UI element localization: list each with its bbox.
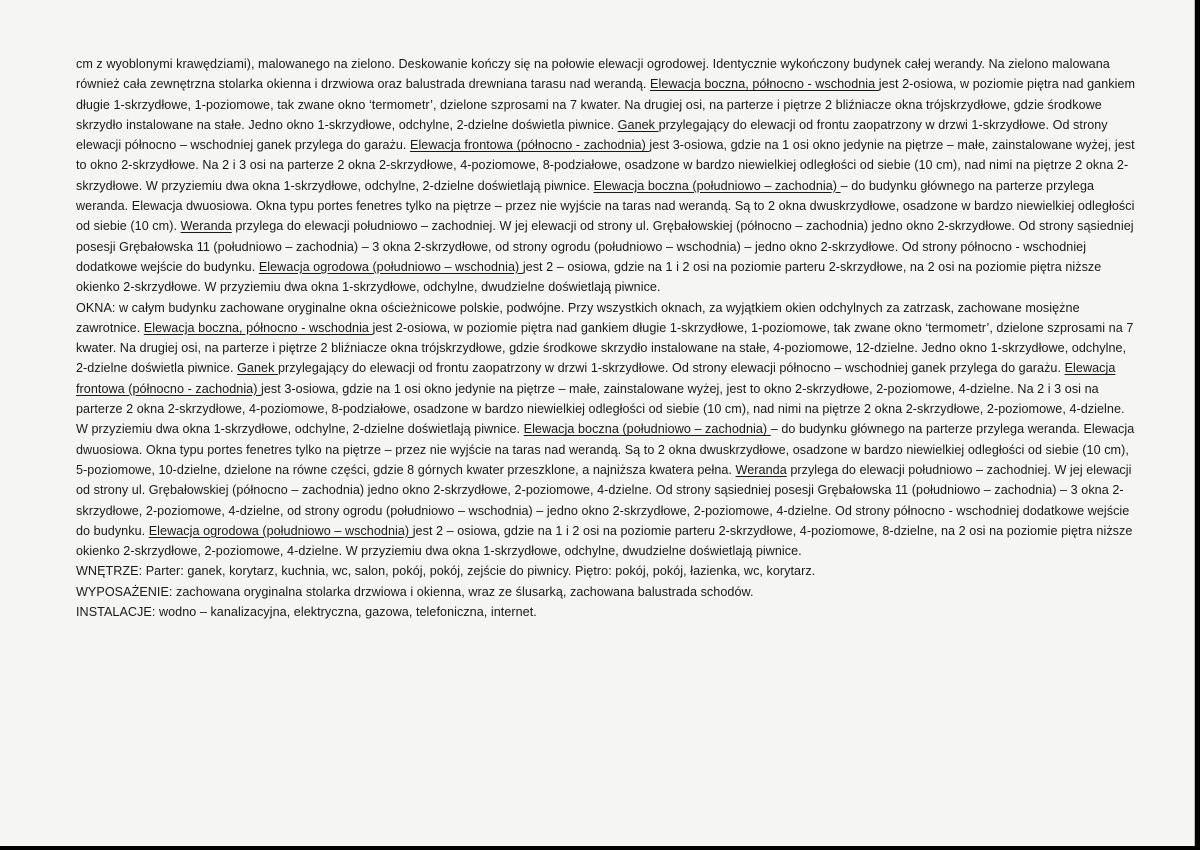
- heading-elevation-southwest: Elewacja boczna (południowo – zachodnia): [593, 178, 841, 193]
- text-run: jest 2-osiowa, w poziomie piętra nad gankiem długie 1-skrzydłowe, 1-poziomowe, tak zwane okno ‘termometr’, dzielone szprosami na 7 kwater. Na drugiej osi, na parterze i piętrze 2 bliźniacze okna trójskrzydłowe, gdzie środkowe skrzydło instalowane na stałe. Jedno okno 1-skrzydłowe, odchylne, 2-dzielne doświetla piwnice.: [76, 77, 1136, 132]
- text-run: przylega do elewacji południowo – zachodniej. W jej elewacji od strony ul. Grębałowskiej (północno – zachodnia) jedno okno 2-skrzydłowe, 2-poziomowe, 4-dzielne. Od strony sąsiedniej posesji Grębałowska 11 (południowo – zachodnia) – 3 okna 2-skrzydłowe, 2-poziomowe, 4-dzielne, od strony ogrodu (południowo – wschodnia) – jedno okno 2-skrzydłowe, 2-poziomowe, 4-dzielne. Od strony północno - wschodniej dodatkowe wejście do budynku.: [76, 462, 1132, 538]
- text-run: cm z wyoblonymi krawędziami), malowanego na zielono. Deskowanie kończy się na połowie elewacji ogrodowej. Identycznie wykończony budynek całej werandy. Na zielono malowana również cała zewnętrzna stolarka okienna i drzwiowa oraz balustrada drewniana tarasu nad werandą.: [76, 57, 1110, 92]
- text-run: jest 3-osiowa, gdzie na 1 osi okno jedynie na piętrze – małe, zainstalowane wyżej, jest to okno 2-skrzydłowe. Na 2 i 3 osi na parterze 2 okna 2-skrzydłowe, 4-poziomowe, 8-podziałowe, osadzone w bardzo niewielkiej odległości od siebie (10 cm), nad nimi na piętrze 2 okna 2-skrzydłowe. W przyziemiu dwa okna 1-skrzydłowe, odchylne, 2-dzielne doświetlają piwnice.: [76, 138, 1135, 193]
- heading-porch: Ganek: [617, 117, 659, 132]
- paragraph-installations: INSTALACJE: wodno – kanalizacyjna, elektryczna, gazowa, telefoniczna, internet.: [76, 605, 537, 620]
- text-run: jest 2 – osiowa, gdzie na 1 i 2 osi na poziomie parteru 2-skrzydłowe, na 2 osi na poziomie piętra niższe okienko 2-skrzydłowe. W przyziemiu dwa okna 1-skrzydłowe, odchylne, dwudzielne doświetlają piwnice.: [76, 259, 1102, 295]
- heading-elevation-front: Elewacja frontowa (północno - zachodnia): [76, 361, 1116, 396]
- paragraph-windows: [76, 298, 1136, 562]
- heading-porch: Ganek: [237, 361, 278, 376]
- heading-veranda: Weranda: [180, 219, 232, 234]
- heading-elevation-northeast: Elewacja boczna, północno - wschodnia: [143, 320, 373, 335]
- heading-veranda: Weranda: [735, 462, 787, 477]
- text-run: – do budynku głównego na parterze przylega weranda. Elewacja dwuosiowa. Okna typu portes fenetres tylko na piętrze – przez nie wyjście na taras nad werandą. Są to 2 okna dwuskrzydłowe, osadzone w bardzo niewielkiej odległości od siebie (10 cm), 5-poziomowe, 10-dzielne, dzielone na równe części, gdzie 8 górnych kwater przeszklone, a najniższa kwatera pełna.: [76, 422, 1135, 477]
- text-run: – do budynku głównego na parterze przylega weranda. Elewacja dwuosiowa. Okna typu portes fenetres tylko na piętrze – przez nie wyjście na taras nad werandą. Są to 2 okna dwuskrzydłowe, osadzone w bardzo niewielkiej odległości od siebie (10 cm).: [76, 178, 1135, 234]
- text-run: OKNA: w całym budynku zachowane oryginalne okna ościeżnicowe polskie, podwójne. Przy wszystkich oknach, za wyjątkiem okien odchylnych za zatrzask, zachowane mosiężne zawrotnice.: [76, 300, 1080, 335]
- heading-elevation-southwest: Elewacja boczna (południowo – zachodnia): [523, 422, 771, 437]
- text-run: jest 2 – osiowa, gdzie na 1 i 2 osi na poziomie parteru 2-skrzydłowe, 4-poziomowe, 8-dzielne, na 2 osi na poziomie piętra niższe okienko 2-skrzydłowe, 2-poziomowe, 4-dzielne. W przyziemiu dwa okna 1-skrzydłowe, odchylne, dwudzielne doświetlają piwnice.: [76, 523, 1133, 559]
- document-body: [76, 54, 1136, 622]
- text-run: jest 3-osiowa, gdzie na 1 osi okno jedynie na piętrze – małe, zainstalowane wyżej, jest to okno 2-skrzydłowe, 2-poziomowe, 4-dzielne. Na 2 i 3 osi na parterze 2 okna 2-skrzydłowe, 4-poziomowe, 8-podziałowe, osadzone w bardzo niewielkiej odległości od siebie (10 cm), nad nimi na piętrze 2 okna 2-skrzydłowe, 2-poziomowe, 4-dzielne. W przyziemiu dwa okna 1-skrzydłowe, odchylne, 2-dzielne doświetlają piwnice.: [76, 381, 1125, 437]
- paragraph-elevations: [76, 54, 1136, 298]
- heading-elevation-northeast: Elewacja boczna, północno - wschodnia: [650, 77, 879, 92]
- text-run: jest 2-osiowa, w poziomie piętra nad gankiem długie 1-skrzydłowe, 1-poziomowe, tak zwane okno ‘termometr’, dzielone szprosami na 7 kwater. Na drugiej osi, na parterze i piętrze 2 bliźniacze okna trójskrzydłowe, gdzie środkowe skrzydło instalowane na stałe, 4-poziomowe, 12-dzielne. Jedno okno 1-skrzydłowe, odchylne, 2-dzielne doświetla piwnice.: [76, 320, 1134, 376]
- paragraph-equipment: WYPOSAŻENIE: zachowana oryginalna stolarka drzwiowa i okienna, wraz ze ślusarką, zachowana balustrada schodów.: [76, 584, 754, 599]
- heading-elevation-garden: Elewacja ogrodowa (południowo – wschodnia): [148, 523, 413, 538]
- heading-elevation-front: Elewacja frontowa (północno - zachodnia): [410, 138, 650, 153]
- text-run: przylega do elewacji południowo – zachodniej. W jej elewacji od strony ul. Grębałowskiej (północno – zachodnia) jedno okno 2-skrzydłowe. Od strony sąsiedniej posesji Grębałowska 11 (południowo – zachodnia) – 3 okna 2-skrzydłowe, od strony ogrodu (południowo – wschodnia) – jedno okno 2-skrzydłowe. Od strony północno - wschodniej dodatkowe wejście do budynku.: [76, 219, 1134, 274]
- paragraph-interior: WNĘTRZE: Parter: ganek, korytarz, kuchnia, wc, salon, pokój, pokój, zejście do piwnicy. Piętro: pokój, pokój, łazienka, wc, korytarz.: [76, 564, 816, 579]
- text-run: przylegający do elewacji od frontu zaopatrzony w drzwi 1-skrzydłowe. Od strony elewacji północno – wschodniej ganek przylega do garażu.: [277, 361, 1065, 376]
- heading-elevation-garden: Elewacja ogrodowa (południowo – wschodnia): [258, 259, 523, 274]
- text-run: przylegający do elewacji od frontu zaopatrzony w drzwi 1-skrzydłowe. Od strony elewacji północno – wschodniej ganek przylega do garażu.: [76, 117, 1108, 153]
